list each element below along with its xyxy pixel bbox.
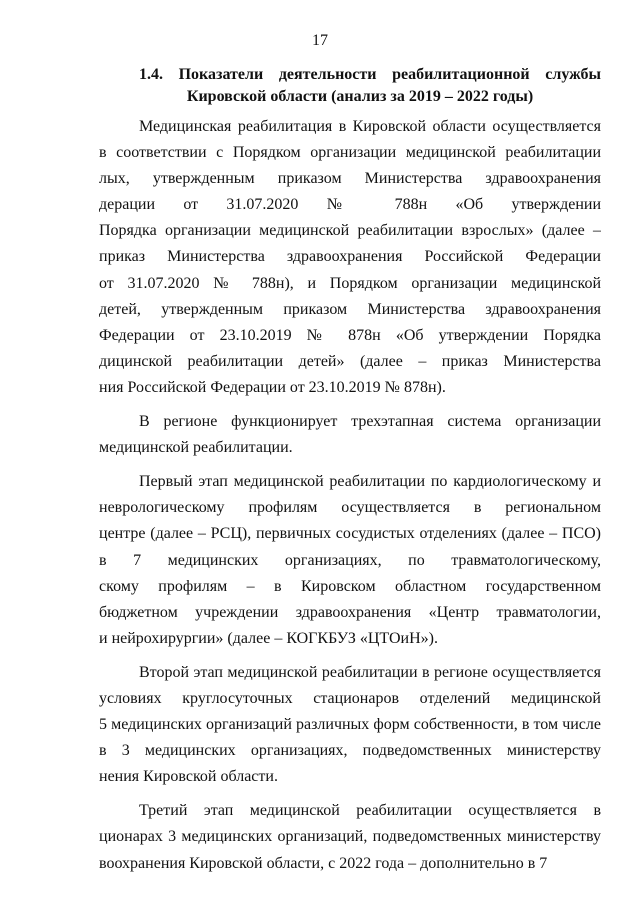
text-line: Медицинская реабилитация в Кировской области осуществляется [139, 118, 601, 135]
paragraph [99, 469, 601, 652]
text-line: приказ Министерства здравоохранения Российской Федерации [99, 248, 601, 266]
text-line: 5 медицинских организаций различных форм собственности, в том числе [99, 716, 601, 734]
heading-word: службы [545, 66, 601, 83]
page-number: 17 [312, 32, 328, 49]
heading-word: деятельности [278, 66, 377, 83]
text-line: нения Кировской области. [99, 768, 278, 786]
text-line: скому профилям – в Кировском областном государственном [99, 577, 601, 595]
paragraph [99, 660, 601, 790]
heading-word: Показатели [178, 66, 264, 83]
heading-word: реабилитационной [392, 66, 530, 83]
text-line: неврологическому профилям осуществляется в региональном [99, 499, 601, 517]
text-line: детей, утвержденным приказом Министерства здравоохранения [99, 300, 601, 318]
text-line: ционарах 3 медицинских организаций, подведомственных министерству [99, 828, 601, 846]
paragraph [99, 409, 601, 461]
text-line: Второй этап медицинской реабилитации в регионе осуществляется [139, 663, 601, 681]
text-line: Первый этап медицинской реабилитации по кардиологическому и [139, 473, 601, 491]
text-line: лых, утвержденным приказом Министерства здравоохранения [99, 170, 601, 188]
text-line: В регионе функционирует трехэтапная система организации [139, 413, 601, 431]
text-line: Третий этап медицинской реабилитации осуществляется в [139, 802, 601, 820]
section-number: 1.4. [139, 66, 163, 83]
section-heading [99, 64, 601, 108]
section-heading-line-1 [99, 64, 601, 86]
text-line: Федерации от 23.10.2019 № 878н «Об утверждении Порядка [99, 326, 601, 344]
text-line: дицинской реабилитации детей» (далее – приказ Министерства [99, 352, 601, 370]
paragraph [99, 798, 601, 876]
text-line: медицинской реабилитации. [99, 439, 293, 457]
text-line: бюджетном учреждении здравоохранения «Центр травматологии, [99, 603, 601, 621]
text-line: дерации от 31.07.2020 № 788н «Об утверждении [99, 196, 601, 214]
text-line: в 3 медицинских организациях, подведомственных министерству [99, 742, 601, 760]
text-line: в 7 медицинских организациях, по травматологическому, [99, 551, 601, 569]
text-line: условиях круглосуточных стационаров отделений медицинской [99, 689, 601, 707]
text-line: воохранения Кировской области, с 2022 года – дополнительно в 7 [99, 854, 548, 872]
text-line: центре (далее – РСЦ), первичных сосудистых отделениях (далее – ПСО) [99, 525, 601, 543]
section-heading-line-2: Кировской области (анализ за 2019 – 2022 годы) [186, 88, 534, 105]
text-line: ния Российской Федерации от 23.10.2019 № 878н). [99, 378, 446, 396]
text-line: в соответствии с Порядком организации медицинской реабилитации [99, 144, 601, 162]
body-text [99, 114, 601, 881]
paragraph [99, 114, 601, 401]
text-line: от 31.07.2020 № 788н), и Порядком организации медицинской [99, 274, 601, 292]
text-line: и нейрохирургии» (далее – КОГКБУЗ «ЦТОиН»). [99, 629, 438, 647]
text-line: Порядка организации медицинской реабилитации взрослых» (далее – [99, 222, 601, 240]
